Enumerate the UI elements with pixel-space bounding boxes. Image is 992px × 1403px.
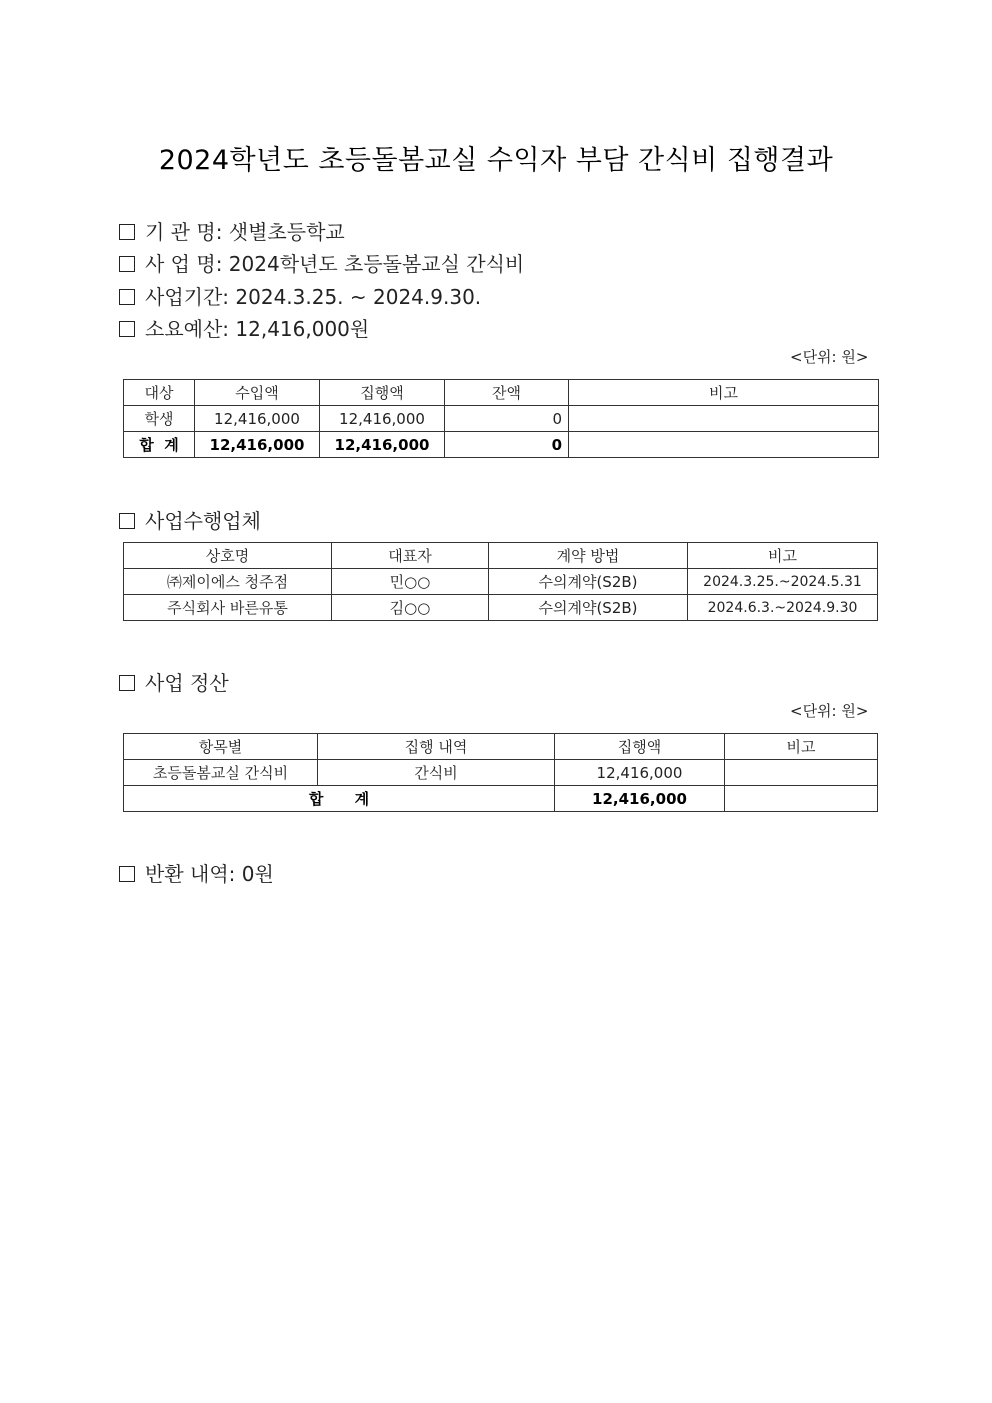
header-cell: 잔액 [445,380,569,406]
table-cell: 0 [445,406,569,432]
table-header-row [124,380,879,406]
info-label: 사 업 명 [145,252,216,276]
table-cell: 수의계약(S2B) [489,569,688,595]
table-cell: 민○○ [332,569,489,595]
header-cell: 계약 방법 [489,543,688,569]
header-cell: 대표자 [332,543,489,569]
header-cell: 집행 내역 [318,734,555,760]
table-cell: 간식비 [318,760,555,786]
checkbox-square-icon [119,513,135,529]
table-cell: 2024.6.3.~2024.9.30 [688,595,878,621]
info-institution: 기 관 명: 샛별초등학교 [119,216,345,245]
header-cell: 상호명 [124,543,332,569]
unit-label: <단위: 원> [790,348,869,366]
table-cell: 12,416,000 [195,406,320,432]
checkbox-square-icon [119,224,135,240]
checkbox-square-icon [119,675,135,691]
vendor-section-title [119,505,261,534]
vendor-table [123,542,878,621]
table-cell: 학생 [124,406,195,432]
info-budget: 소요예산: 12,416,000원 [119,313,369,342]
table-cell: 12,416,000 [320,432,445,458]
total-label: 합 계 [124,786,555,812]
table-cell: ㈜제이에스 청주점 [124,569,332,595]
table-row [124,406,879,432]
table-cell: 초등돌봄교실 간식비 [124,760,318,786]
table-cell: 12,416,000 [555,760,725,786]
table-cell [725,760,878,786]
checkbox-square-icon [119,321,135,337]
header-cell: 수입액 [195,380,320,406]
info-label: 기 관 명 [145,220,216,244]
checkbox-square-icon [119,866,135,882]
settlement-table [123,733,878,812]
info-value: 샛별초등학교 [228,220,345,244]
table-cell: 12,416,000 [320,406,445,432]
table-header-row [124,543,878,569]
table-cell: 2024.3.25.~2024.5.31 [688,569,878,595]
info-value: 2024.3.25. ~ 2024.9.30. [235,285,482,309]
table-cell: 김○○ [332,595,489,621]
header-cell: 비고 [725,734,878,760]
table-header-row [124,734,878,760]
info-value: 12,416,000원 [235,317,370,341]
header-cell: 비고 [688,543,878,569]
section-title: 사업 정산 [145,671,229,695]
header-cell: 비고 [569,380,879,406]
table-cell: 12,416,000 [555,786,725,812]
total-label: 합 계 [124,432,195,458]
table-cell: 수의계약(S2B) [489,595,688,621]
table-cell [569,432,879,458]
settlement-section-title [119,667,229,696]
table-row [124,595,878,621]
refund-info: 반환 내역: 0원 [119,858,274,887]
table-total-row [124,786,878,812]
table-cell: 0 [445,432,569,458]
table-cell: 12,416,000 [195,432,320,458]
info-period: 사업기간: 2024.3.25. ~ 2024.9.30. [119,281,481,310]
checkbox-square-icon [119,289,135,305]
table-row [124,760,878,786]
budget-table [123,379,879,458]
table-total-row [124,432,879,458]
info-label: 사업기간 [145,285,223,309]
info-label: 소요예산 [145,317,223,341]
table-cell: 주식회사 바른유통 [124,595,332,621]
table-cell [569,406,879,432]
table-cell [725,786,878,812]
header-cell: 집행액 [555,734,725,760]
section-title: 사업수행업체 [145,509,261,533]
header-cell: 집행액 [320,380,445,406]
refund-value: 0원 [241,862,274,886]
info-project: 사 업 명: 2024학년도 초등돌봄교실 간식비 [119,248,524,277]
unit-label: <단위: 원> [790,702,869,720]
header-cell: 대상 [124,380,195,406]
header-cell: 항목별 [124,734,318,760]
table-row [124,569,878,595]
page-title: 2024학년도 초등돌봄교실 수익자 부담 간식비 집행결과 [158,145,834,176]
checkbox-square-icon [119,256,135,272]
refund-label: 반환 내역 [145,862,229,886]
info-value: 2024학년도 초등돌봄교실 간식비 [228,252,525,276]
